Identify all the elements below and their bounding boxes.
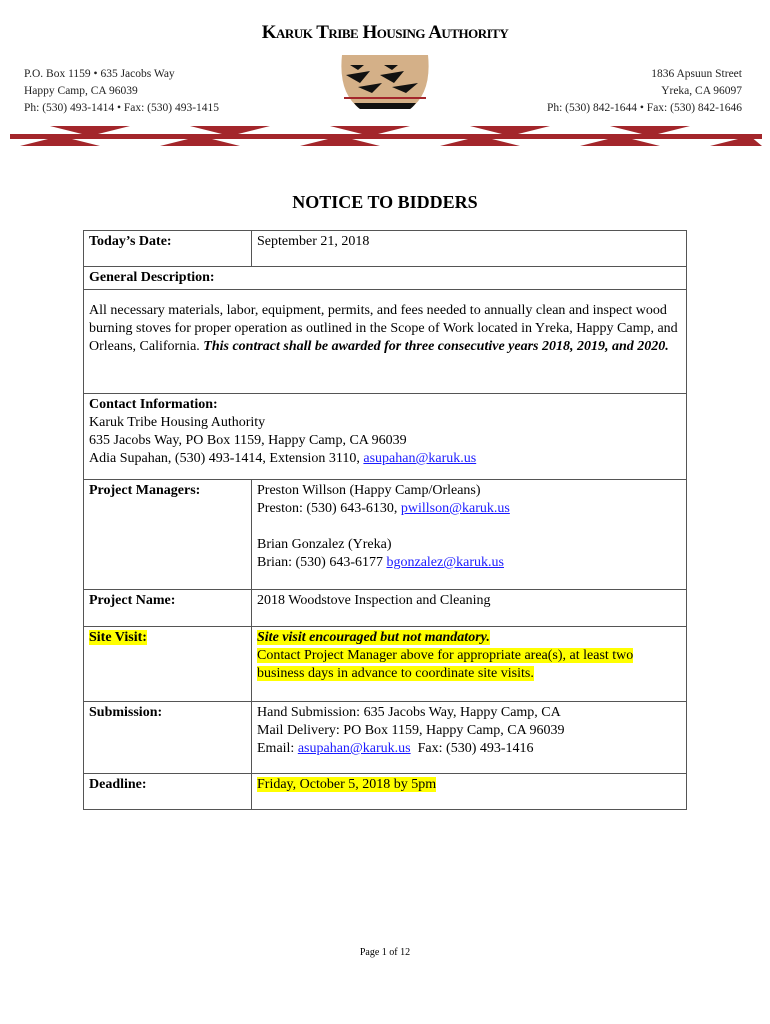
table-row [84,267,687,290]
page-number: Page 1 of 12 [359,947,411,958]
address-line: Ph: (530) 842-1644 • Fax: (530) 842-1646 [546,102,742,114]
general-description [84,290,687,394]
contact-email-link[interactable]: asupahan@karuk.us [363,451,477,466]
contact-line: 635 Jacobs Way, PO Box 1159, Happy Camp, CA 96039 [89,433,407,448]
submission-email-link[interactable]: asupahan@karuk.us [297,741,411,756]
deadline-label: Deadline: [84,774,252,810]
org-name: Karuk Tribe Housing Authority [261,22,509,43]
project-label: Project Name: [84,590,252,627]
address-line: P.O. Box 1159 • 635 Jacobs Way [24,68,175,80]
general-description-label: General Description: [84,267,687,290]
bid-info-table [83,230,687,810]
manager-name: Brian Gonzalez (Yreka) [257,537,392,552]
managers-value [252,480,687,590]
contact-info [84,394,687,480]
table-row [84,590,687,627]
deadline-value [252,774,687,810]
site-visit-emphasis: Site visit encouraged but not mandatory. [257,630,490,645]
page-title: NOTICE TO BIDDERS [292,192,478,212]
table-row [84,394,687,480]
manager-phone: Preston: (530) 643-6130, [257,501,401,516]
address-line: Yreka, CA 96097 [661,85,742,97]
site-visit-label [84,627,252,702]
date-value: September 21, 2018 [252,231,687,267]
date-label: Today’s Date: [84,231,252,267]
site-visit-label-text: Site Visit: [89,630,147,645]
decorative-border-icon [10,124,762,148]
contact-label: Contact Information: [89,397,218,412]
left-address [24,66,219,117]
submission-label: Submission: [84,702,252,774]
contact-line: Adia Supahan, (530) 493-1414, Extension 3110, [89,451,364,466]
table-row [84,290,687,394]
address-line: Ph: (530) 493-1414 • Fax: (530) 493-1415 [24,102,220,114]
right-address [547,66,742,117]
contact-line: Karuk Tribe Housing Authority [89,415,266,430]
deadline-text: Friday, October 5, 2018 by 5pm [257,777,437,792]
managers-label: Project Managers: [84,480,252,590]
submission-mail: Mail Delivery: PO Box 1159, Happy Camp, CA 96039 [257,723,565,738]
manager-email-link[interactable]: bgonzalez@karuk.us [386,555,504,570]
address-line: 1836 Apsuun Street [651,68,742,80]
table-row [84,480,687,590]
table-row [84,231,687,267]
description-text: All necessary materials, labor, equipment, permits, and fees needed to annually clean and inspect wood burning stoves for proper operation as outlined in the Scope of Work located in Yreka, Happy Camp, and Orleans, California. [89,303,678,354]
manager-email-link[interactable]: pwillson@karuk.us [400,501,510,516]
table-row [84,627,687,702]
basket-logo-icon [340,53,430,113]
description-emphasis: This contract shall be awarded for three consecutive years 2018, 2019, and 2020. [203,339,669,354]
manager-phone: Brian: (530) 643-6177 [257,555,387,570]
project-value: 2018 Woodstove Inspection and Cleaning [252,590,687,627]
submission-fax: Fax: (530) 493-1416 [410,741,534,756]
submission-email-label: Email: [257,741,298,756]
letterhead [0,0,770,160]
submission-hand: Hand Submission: 635 Jacobs Way, Happy Camp, CA [257,705,561,720]
submission-value [252,702,687,774]
table-row [84,702,687,774]
site-visit-text: Contact Project Manager above for appropriate area(s), at least two business days in advance to coordinate site visits. [257,648,634,681]
table-row [84,774,687,810]
manager-name: Preston Willson (Happy Camp/Orleans) [257,483,481,498]
address-line: Happy Camp, CA 96039 [24,85,138,97]
site-visit-value [252,627,687,702]
